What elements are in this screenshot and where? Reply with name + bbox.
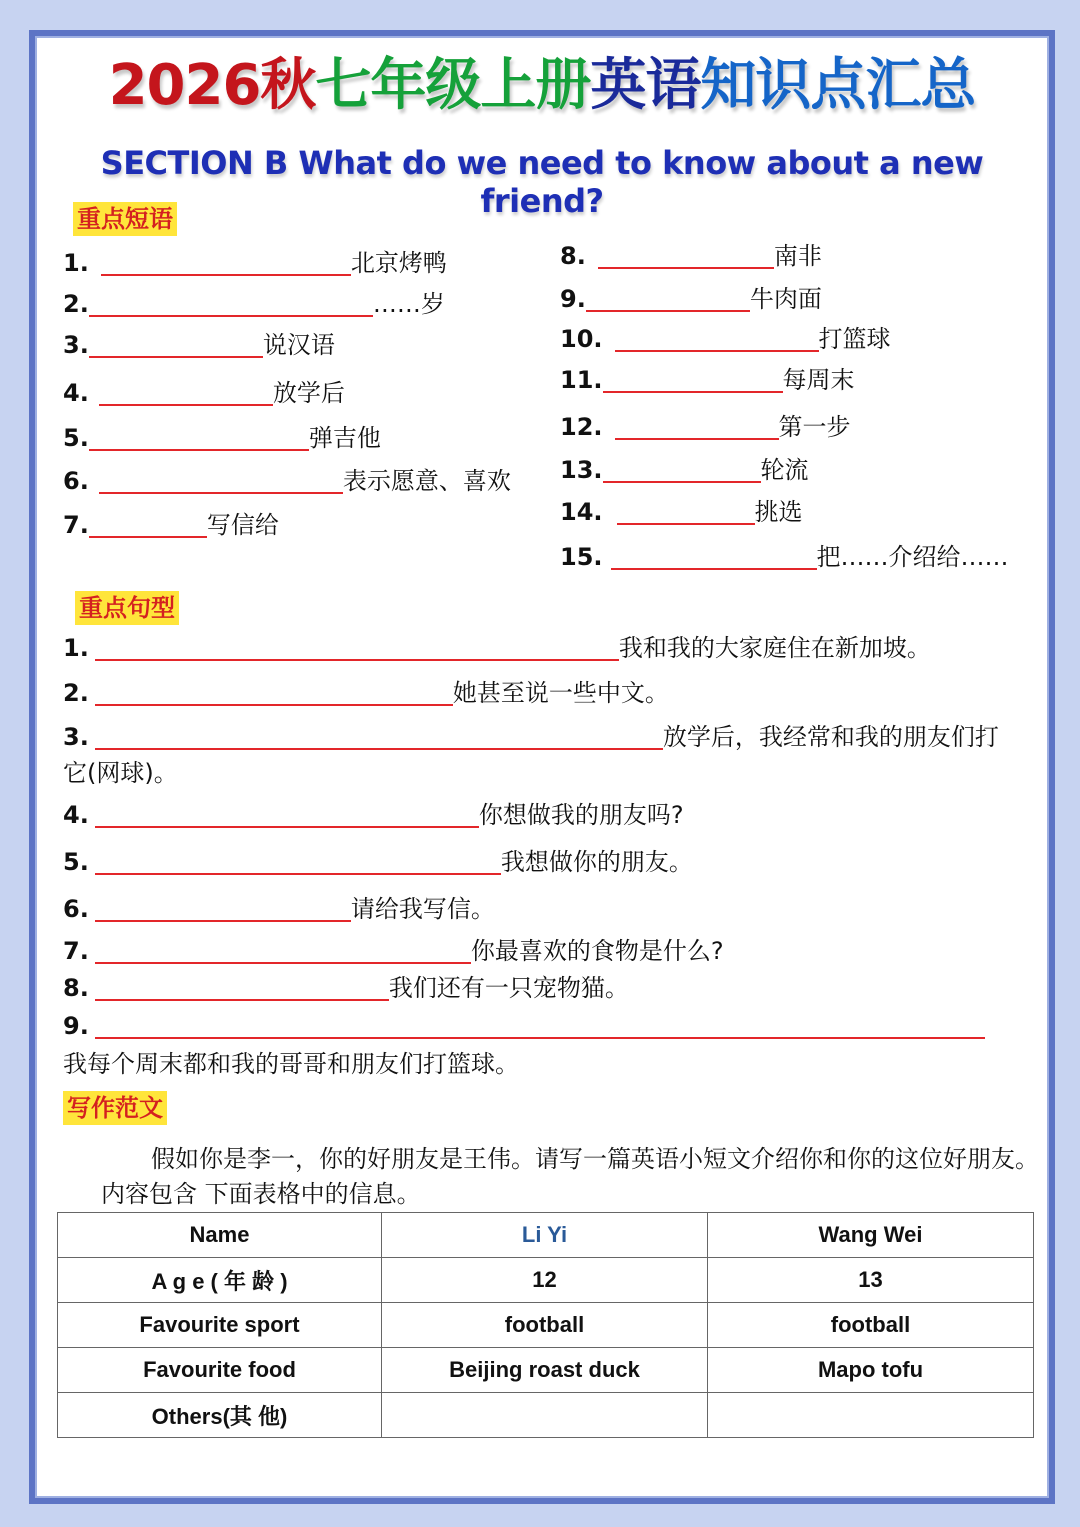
phrase-item xyxy=(560,542,1009,572)
item-number: 9. xyxy=(63,1012,89,1040)
answer-blank[interactable] xyxy=(95,800,479,828)
answer-blank[interactable] xyxy=(95,722,663,750)
writing-heading: 写作范文 xyxy=(63,1091,167,1125)
item-number: 13. xyxy=(560,456,603,484)
phrase-item xyxy=(63,378,345,408)
table-cell: Beijing roast duck xyxy=(382,1348,708,1393)
item-number: 15. xyxy=(560,543,603,571)
item-text: ……岁 xyxy=(372,290,445,318)
item-text: 每周末 xyxy=(782,366,855,394)
item-number: 8. xyxy=(560,242,586,270)
item-text: 把……介绍给…… xyxy=(816,543,1009,571)
sentence-continuation: 它(网球)。 xyxy=(63,759,178,787)
table-row xyxy=(58,1213,1034,1258)
answer-blank[interactable] xyxy=(586,284,750,312)
phrase-item xyxy=(63,248,447,278)
answer-blank[interactable] xyxy=(95,936,471,964)
section-subtitle: SECTION B What do we need to know about a new friend? xyxy=(100,144,984,220)
phrase-item xyxy=(560,497,803,527)
table-cell: A g e ( 年 龄 ) xyxy=(58,1258,382,1303)
phrase-item xyxy=(560,241,822,271)
item-text: 请给我写信。 xyxy=(350,895,495,923)
sentence-item xyxy=(63,800,684,830)
item-text: 我和我的大家庭住在新加坡。 xyxy=(618,634,931,662)
item-text: 你想做我的朋友吗? xyxy=(478,801,684,829)
writing-prompt-line1: 假如你是李一，你的好朋友是王伟。请写一篇英语小短文介绍你和你的这位好朋友。 xyxy=(151,1145,1039,1173)
phrase-item xyxy=(63,423,381,453)
table-cell[interactable] xyxy=(708,1393,1034,1438)
table-cell: football xyxy=(382,1303,708,1348)
item-text: 轮流 xyxy=(760,456,809,484)
phrase-item xyxy=(560,412,851,442)
answer-blank[interactable] xyxy=(99,378,273,406)
sentence-item xyxy=(63,936,724,966)
answer-blank[interactable] xyxy=(89,423,309,451)
phrase-item xyxy=(63,289,445,319)
item-text: 弹吉他 xyxy=(308,424,381,452)
item-text: 说汉语 xyxy=(262,331,335,359)
item-number: 1. xyxy=(63,249,89,277)
table-cell: 13 xyxy=(708,1258,1034,1303)
item-number: 6. xyxy=(63,895,89,923)
table-row xyxy=(58,1393,1034,1438)
table-cell: Li Yi xyxy=(382,1213,708,1258)
title-subject: 英语 xyxy=(590,53,701,118)
page-title xyxy=(35,54,1049,118)
sentence-continuation: 我每个周末都和我的哥哥和朋友们打篮球。 xyxy=(63,1050,519,1078)
item-number: 6. xyxy=(63,467,89,495)
answer-blank[interactable] xyxy=(101,248,351,276)
answer-blank[interactable] xyxy=(603,455,761,483)
item-text: 挑选 xyxy=(754,498,803,526)
answer-blank[interactable] xyxy=(89,330,263,358)
item-text: 第一步 xyxy=(778,413,851,441)
sentence-item xyxy=(63,722,999,752)
sentence-item xyxy=(63,894,495,924)
answer-blank[interactable] xyxy=(95,973,389,1001)
answer-blank[interactable] xyxy=(95,678,453,706)
writing-prompt-line2: 内容包含 下面表格中的信息。 xyxy=(101,1180,421,1208)
title-year: 2026秋 xyxy=(108,53,316,118)
item-number: 1. xyxy=(63,634,89,662)
item-text: 牛肉面 xyxy=(749,285,822,313)
item-text: 写信给 xyxy=(206,511,279,539)
phrase-item xyxy=(63,466,511,496)
item-number: 9. xyxy=(560,285,586,313)
title-grade: 七年级上册 xyxy=(315,53,591,118)
item-number: 14. xyxy=(560,498,603,526)
sentence-item xyxy=(63,678,669,708)
answer-blank[interactable] xyxy=(95,1011,985,1039)
item-text: 你最喜欢的食物是什么? xyxy=(470,937,724,965)
item-number: 7. xyxy=(63,937,89,965)
item-number: 4. xyxy=(63,801,89,829)
table-cell: Others(其 他) xyxy=(58,1393,382,1438)
answer-blank[interactable] xyxy=(617,497,755,525)
table-cell: Favourite sport xyxy=(58,1303,382,1348)
item-text: 南非 xyxy=(773,242,822,270)
item-number: 11. xyxy=(560,366,603,394)
title-summary: 知识点汇总 xyxy=(700,53,976,118)
phrases-heading: 重点短语 xyxy=(73,202,177,236)
item-text: 她甚至说一些中文。 xyxy=(452,679,669,707)
table-row xyxy=(58,1303,1034,1348)
table-cell: Name xyxy=(58,1213,382,1258)
answer-blank[interactable] xyxy=(615,324,819,352)
table-cell[interactable] xyxy=(382,1393,708,1438)
answer-blank[interactable] xyxy=(95,894,351,922)
item-text: 我想做你的朋友。 xyxy=(500,848,693,876)
worksheet-page xyxy=(29,30,1055,1504)
item-text: 我们还有一只宠物猫。 xyxy=(388,974,629,1002)
phrase-item xyxy=(63,510,279,540)
info-table xyxy=(57,1212,1034,1438)
table-cell: football xyxy=(708,1303,1034,1348)
phrase-item xyxy=(560,365,855,395)
item-number: 4. xyxy=(63,379,89,407)
table-cell: 12 xyxy=(382,1258,708,1303)
answer-blank[interactable] xyxy=(603,365,783,393)
item-number: 5. xyxy=(63,424,89,452)
item-number: 5. xyxy=(63,848,89,876)
answer-blank[interactable] xyxy=(99,466,343,494)
item-text: 打篮球 xyxy=(818,325,891,353)
item-number: 8. xyxy=(63,974,89,1002)
table-cell: Wang Wei xyxy=(708,1213,1034,1258)
item-number: 2. xyxy=(63,679,89,707)
item-number: 3. xyxy=(63,723,89,751)
phrase-item xyxy=(560,324,891,354)
table-cell: Mapo tofu xyxy=(708,1348,1034,1393)
phrase-item xyxy=(560,455,809,485)
answer-blank[interactable] xyxy=(95,633,619,661)
sentences-heading: 重点句型 xyxy=(75,591,179,625)
table-row xyxy=(58,1348,1034,1393)
item-text: 放学后，我经常和我的朋友们打 xyxy=(662,723,999,751)
item-text: 放学后 xyxy=(272,379,345,407)
answer-blank[interactable] xyxy=(89,289,373,317)
table-cell: Favourite food xyxy=(58,1348,382,1393)
answer-blank[interactable] xyxy=(615,412,779,440)
item-number: 7. xyxy=(63,511,89,539)
item-number: 10. xyxy=(560,325,603,353)
answer-blank[interactable] xyxy=(89,510,207,538)
item-text: 表示愿意、喜欢 xyxy=(342,467,511,495)
phrase-item xyxy=(560,284,822,314)
sentence-item xyxy=(63,1011,985,1041)
sentence-item xyxy=(63,973,629,1003)
item-number: 3. xyxy=(63,331,89,359)
sentence-item xyxy=(63,847,693,877)
table-row xyxy=(58,1258,1034,1303)
item-number: 12. xyxy=(560,413,603,441)
phrase-item xyxy=(63,330,335,360)
answer-blank[interactable] xyxy=(95,847,501,875)
answer-blank[interactable] xyxy=(611,542,817,570)
item-number: 2. xyxy=(63,290,89,318)
answer-blank[interactable] xyxy=(598,241,774,269)
sentence-item xyxy=(63,633,931,663)
item-text: 北京烤鸭 xyxy=(350,249,447,277)
